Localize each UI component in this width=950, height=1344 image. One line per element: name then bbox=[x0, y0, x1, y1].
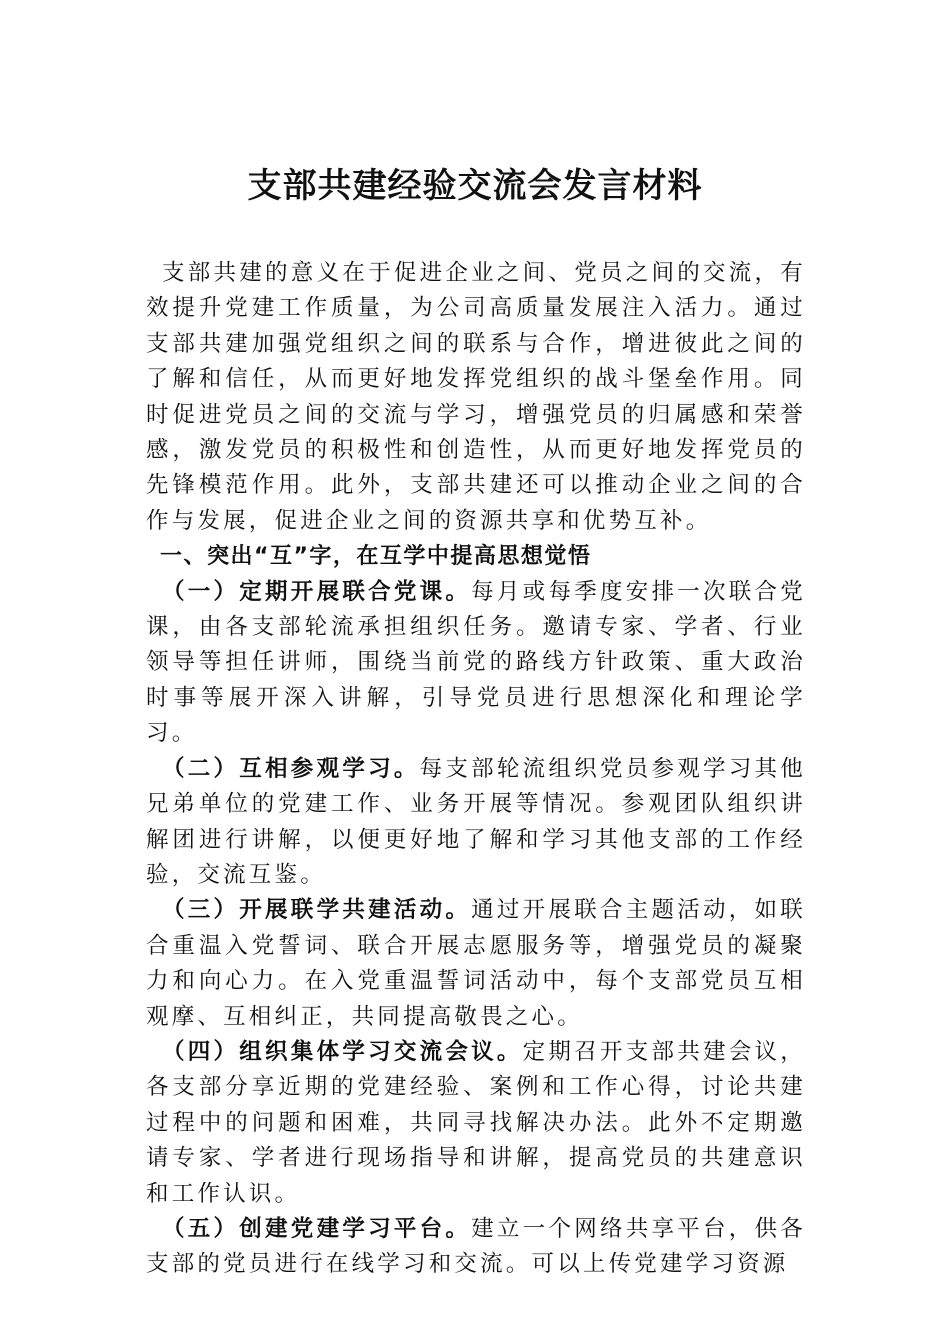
item-text: 定期召开支部共建会议，各支部分享近期的党建经验、案例和工作心得，讨论共建过程中的问题和困难，共同寻找解决办法。此外不定期邀请专家、学者进行现场指导和讲解，提高党员的共建意识和工作认识。 bbox=[146, 1038, 806, 1207]
item-lead: （五）创建党建学习平台。 bbox=[162, 1215, 472, 1242]
item-text: 建立一个网络共享平台，供各支部的党员进行在线学习和交流。可以上传党建学习资源 bbox=[146, 1215, 806, 1278]
section-heading-1: 一、突出“互”字，在互学中提高思想觉悟 bbox=[160, 544, 592, 570]
item-lead: （四）组织集体学习交流会议。 bbox=[162, 1038, 523, 1065]
intro-paragraph: 支部共建的意义在于促进企业之间、党员之间的交流，有效提升党建工作质量，为公司高质量发展注入活力。通过支部共建加强党组织之间的联系与合作，增进彼此之间的了解和信任，从而更好地发挥党组织的战斗堡垒作用。同时促进党员之间的交流与学习，增强党员的归属感和荣誉感，激发党员的积极性和创造性，从而更好地发挥党员的先锋模范作用。此外，支部共建还可以推动企业之间的合作与发展，促进企业之间的资源共享和优势互补。 bbox=[146, 260, 806, 534]
list-item bbox=[146, 1035, 806, 1212]
list-item bbox=[146, 893, 806, 1035]
item-text: 每月或每季度安排一次联合党课，由各支部轮流承担组织任务。邀请专家、学者、行业领导等担任讲师，围绕当前党的路线方针政策、重大政治时事等展开深入讲解，引导党员进行思想深化和理论学习。 bbox=[146, 578, 806, 747]
list-item bbox=[146, 575, 806, 752]
list-item bbox=[146, 1212, 806, 1283]
item-lead: （二）互相参观学习。 bbox=[162, 755, 420, 782]
item-lead: （一）定期开展联合党课。 bbox=[162, 578, 472, 605]
document-body bbox=[146, 256, 806, 1283]
page-title: 支部共建经验交流会发言材料 bbox=[247, 166, 703, 206]
item-lead: （三）开展联学共建活动。 bbox=[162, 897, 472, 924]
item-text: 每支部轮流组织党员参观学习其他兄弟单位的党建工作、业务开展等情况。参观团队组织讲解团进行讲解，以便更好地了解和学习其他支部的工作经验，交流互鉴。 bbox=[146, 755, 806, 888]
item-text: 通过开展联合主题活动，如联合重温入党誓词、联合开展志愿服务等，增强党员的凝聚力和向心力。在入党重温誓词活动中，每个支部党员互相观摩、互相纠正，共同提高敬畏之心。 bbox=[146, 897, 806, 1030]
list-item bbox=[146, 752, 806, 894]
